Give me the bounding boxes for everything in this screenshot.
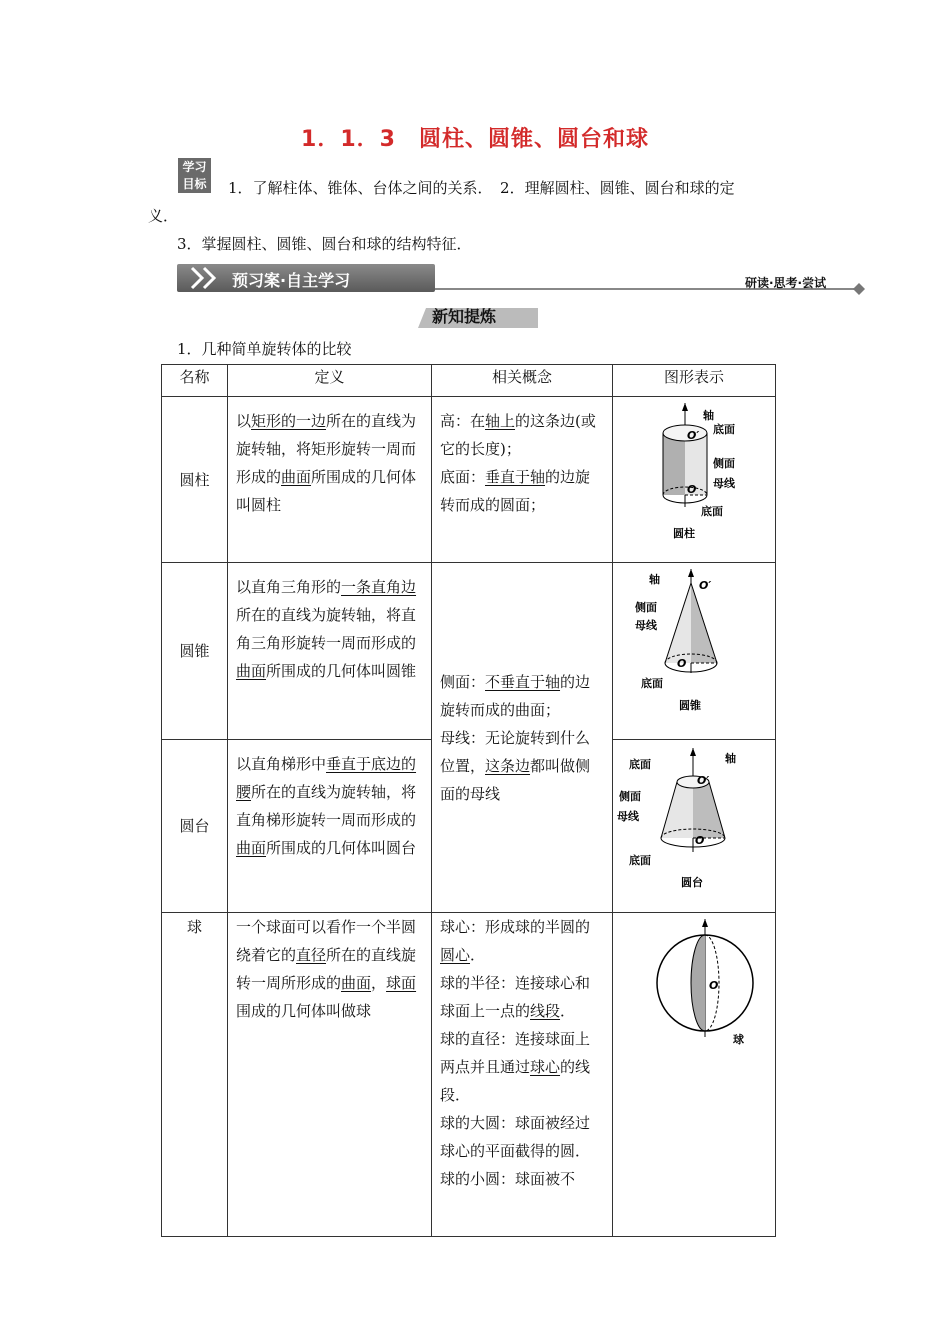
cyl-side-label: 侧面 — [713, 457, 735, 470]
table-row-cylinder — [162, 397, 776, 563]
page-title: 1．1．3 圆柱、圆锥、圆台和球 — [301, 127, 649, 152]
objectives-tag: 学习 目标 — [178, 158, 211, 193]
objective-line-1: 1．了解柱体、锥体、台体之间的关系． 2．理解圆柱、圆锥、圆台和球的定 — [228, 179, 735, 197]
cyl-axis-label: 轴 — [703, 409, 714, 422]
cylinder-figure — [613, 397, 775, 553]
cyl-caption: 圆柱 — [673, 527, 695, 540]
cell-cone-figure — [613, 563, 776, 740]
cone-bottom-label: 底面 — [641, 677, 663, 690]
cone-axis-label: 轴 — [649, 573, 660, 586]
cell-cone-name: 圆锥 — [162, 563, 228, 740]
frustum-figure — [613, 740, 775, 903]
frustum-top-label: 底面 — [629, 758, 651, 771]
frustum-generatrix-label: 母线 — [617, 810, 639, 823]
cone-generatrix-label: 母线 — [635, 619, 657, 632]
cell-sphere-name: 球 — [162, 913, 228, 1237]
cell-cylinder-name: 圆柱 — [162, 397, 228, 563]
frustum-bottom-label: 底面 — [629, 854, 651, 867]
chevron-icon — [188, 266, 228, 290]
header-definition: 定义 — [228, 365, 432, 397]
cell-shared-concepts: 侧面：不垂直于轴的边旋转而成的曲面； 母线：无论旋转到什么位置，这条边都叫做侧面的母线 — [432, 563, 613, 913]
cell-frustum-figure — [613, 740, 776, 913]
svg-text:O: O — [687, 483, 697, 496]
table-row-sphere — [162, 913, 776, 1237]
sphere-caption: 球 — [733, 1033, 744, 1046]
cell-cylinder-concepts: 高：在轴上的这条边(或它的长度)； 底面：垂直于轴的边旋转而成的圆面； — [432, 397, 613, 563]
cell-frustum-name: 圆台 — [162, 740, 228, 913]
frustum-caption: 圆台 — [681, 876, 703, 889]
header-concepts: 相关概念 — [432, 365, 613, 397]
cell-sphere-definition: 一个球面可以看作一个半圆绕着它的直径所在的直线旋转一周所形成的曲面，球面围成的几何体叫做球 — [228, 913, 432, 1237]
header-name: 名称 — [162, 365, 228, 397]
objective-line-3: 3．掌握圆柱、圆锥、圆台和球的结构特征． — [177, 235, 472, 253]
cell-sphere-figure — [613, 913, 776, 1237]
cell-cone-definition: 以直角三角形的一条直角边所在的直线为旋转轴，将直角三角形旋转一周而形成的曲面所围成的几何体叫圆锥 — [228, 563, 432, 740]
cell-frustum-definition: 以直角梯形中垂直于底边的腰所在的直线为旋转轴，将直角梯形旋转一周而形成的曲面所围成的几何体叫圆台 — [228, 740, 432, 913]
svg-text:O: O — [695, 834, 705, 847]
table-header-row — [162, 365, 776, 397]
comparison-table — [161, 364, 776, 1237]
cell-cylinder-definition: 以矩形的一边所在的直线为旋转轴，将矩形旋转一周而形成的曲面所围成的几何体叫圆柱 — [228, 397, 432, 563]
cone-caption: 圆锥 — [679, 699, 701, 712]
diamond-icon — [852, 282, 866, 296]
intro-line: 1．几种简单旋转体的比较 — [177, 340, 352, 358]
svg-text:O′: O′ — [697, 774, 710, 787]
svg-text:O: O — [709, 979, 719, 992]
objective-line-2: 义． — [148, 207, 179, 225]
banner-title: 预习案·自主学习 — [232, 271, 351, 290]
svg-text:O: O — [677, 657, 687, 670]
sphere-figure — [613, 913, 775, 1053]
header-figure: 图形表示 — [613, 365, 776, 397]
cyl-top-label: 底面 — [713, 423, 735, 436]
frustum-axis-label: 轴 — [725, 752, 736, 765]
svg-text:O′: O′ — [687, 429, 700, 442]
cell-cylinder-figure — [613, 397, 776, 563]
svg-text:O′: O′ — [699, 579, 712, 592]
banner-right-label: 研读·思考·尝试 — [745, 276, 827, 290]
cyl-bottom-label: 底面 — [701, 505, 723, 518]
cell-sphere-concepts: 球心：形成球的半圆的圆心． 球的半径：连接球心和球面上一点的线段． 球的直径：连接球面上两点并且通过球心的线段． 球的大圆：球面被经过球心的平面截得的圆． 球的小圆：球面被不 — [432, 913, 613, 1237]
cyl-generatrix-label: 母线 — [713, 477, 735, 490]
table-row-cone — [162, 563, 776, 740]
frustum-side-label: 侧面 — [619, 790, 641, 803]
cone-side-label: 侧面 — [635, 601, 657, 614]
subsection-title: 新知提炼 — [432, 307, 497, 326]
cone-figure — [613, 563, 775, 730]
